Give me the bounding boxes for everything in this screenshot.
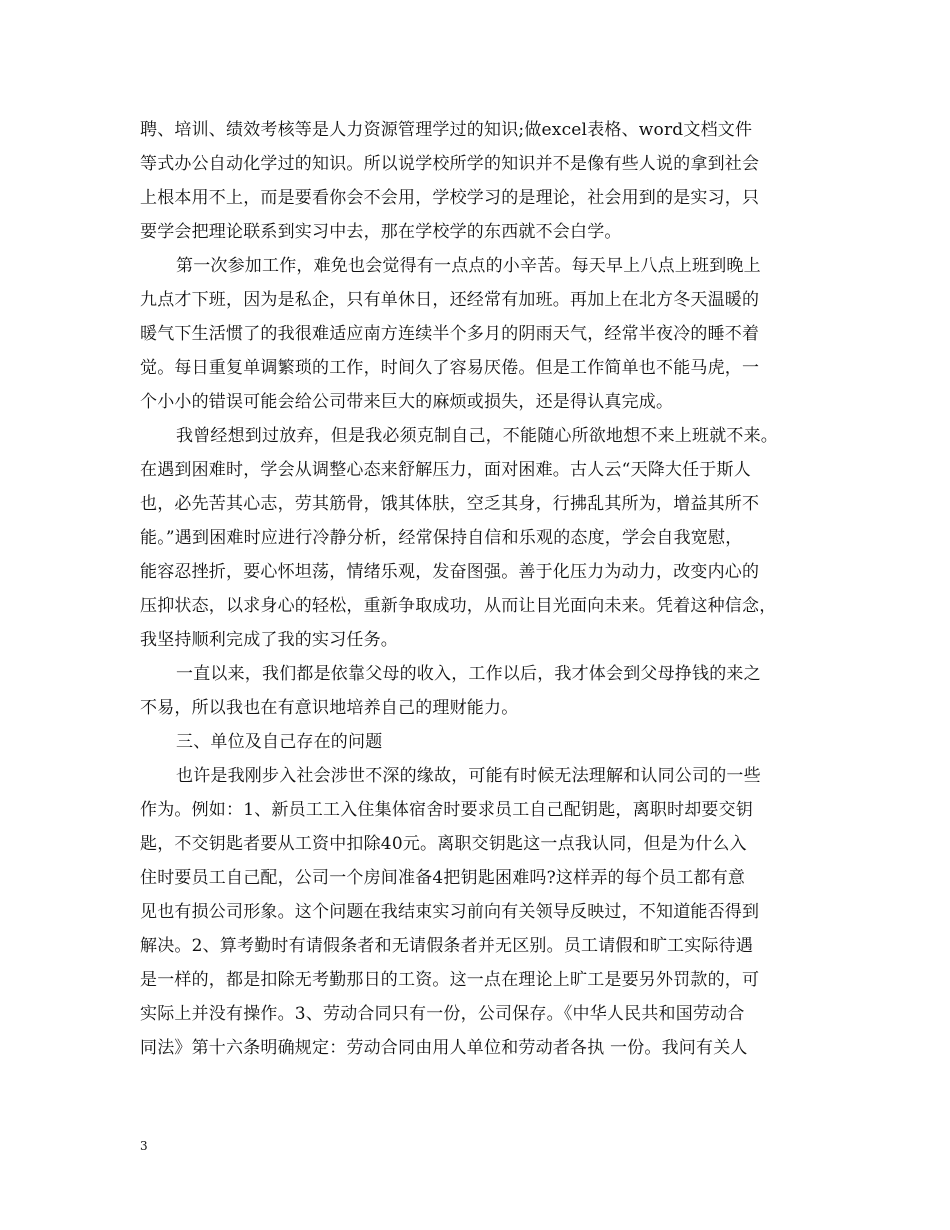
text-line: 我坚持顺利完成了我的实习任务。 — [140, 630, 398, 650]
text-line: 实际上并没有操作。3、劳动合同只有一份，公司保存。《中华人民共和国劳动合 — [140, 1004, 745, 1024]
text-line: 聘、培训、绩效考核等是人力资源管理学过的知识;做excel表格、word文档文件 — [140, 120, 753, 140]
text-line: 觉。每日重复单调繁琐的工作，时间久了容易厌倦。但是工作简单也不能马虎，一 — [140, 358, 760, 378]
text-line: 九点才下班，因为是私企，只有单休日，还经常有加班。再加上在北方冬天温暖的 — [140, 290, 760, 310]
text-line: 作为。例如：1、新员工工入住集体宿舍时要求员工自己配钥匙，离职时却要交钥 — [140, 800, 754, 820]
text-line: 压抑状态，以求身心的轻松，重新争取成功，从而让目光面向未来。凭着这种信念， — [140, 596, 777, 616]
text-line: 三、单位及自己存在的问题 — [176, 732, 383, 752]
text-line: 一直以来，我们都是依靠父母的收入，工作以后，我才体会到父母挣钱的来之 — [176, 664, 761, 684]
text-line: 能容忍挫折，要心怀坦荡，情绪乐观，发奋图强。善于化压力为动力，改变内心的 — [140, 562, 760, 582]
text-line: 第一次参加工作，难免也会觉得有一点点的小辛苦。每天早上八点上班到晚上 — [176, 256, 761, 276]
text-line: 也，必先苦其心志，劳其筋骨，饿其体肤，空乏其身，行拂乱其所为，增益其所不 — [140, 494, 760, 514]
text-line: 解决。2、算考勤时有请假条者和无请假条者并无区别。员工请假和旷工实际待遇 — [140, 936, 754, 956]
text-line: 上根本用不上，而是要看你会不会用，学校学习的是理论，社会用到的是实习，只 — [140, 188, 760, 208]
text-line: 个小小的错误可能会给公司带来巨大的麻烦或损失，还是得认真完成。 — [140, 392, 674, 412]
text-line: 暖气下生活惯了的我很难适应南方连续半个多月的阴雨天气，经常半夜冷的睡不着 — [140, 324, 760, 344]
text-line: 要学会把理论联系到实习中去，那在学校学的东西就不会白学。 — [140, 222, 622, 242]
text-line: 是一样的，都是扣除无考勤那日的工资。这一点在理论上旷工是要另外罚款的，可 — [140, 970, 760, 990]
text-line: 见也有损公司形象。这个问题在我结束实习前向有关领导反映过，不知道能否得到 — [140, 902, 760, 922]
text-line: 同法》第十六条明确规定：劳动合同由用人单位和劳动者各执 一份。我问有关人 — [140, 1038, 748, 1058]
text-line: 等式办公自动化学过的知识。所以说学校所学的知识并不是像有些人说的拿到社会 — [140, 154, 760, 174]
text-line: 能。”遇到困难时应进行冷静分析，经常保持自信和乐观的态度，学会自我宽慰， — [140, 528, 743, 548]
text-line: 在遇到困难时，学会从调整心态来舒解压力，面对困难。古人云“天降大任于斯人 — [140, 460, 751, 480]
text-line: 不易，所以我也在有意识地培养自己的理财能力。 — [140, 698, 519, 718]
text-line: 匙，不交钥匙者要从工资中扣除40元。离职交钥匙这一点我认同，但是为什么入 — [140, 834, 747, 854]
text-line: 住时要员工自己配，公司一个房间准备4把钥匙困难吗?这样弄的每个员工都有意 — [140, 868, 746, 888]
body-text — [140, 113, 830, 1065]
text-line: 也许是我刚步入社会涉世不深的缘故，可能有时候无法理解和认同公司的一些 — [176, 766, 761, 786]
page-number: 3 — [140, 1139, 148, 1153]
text-line: 我曾经想到过放弃，但是我必须克制自己，不能随心所欲地想不来上班就不来。 — [176, 426, 778, 446]
